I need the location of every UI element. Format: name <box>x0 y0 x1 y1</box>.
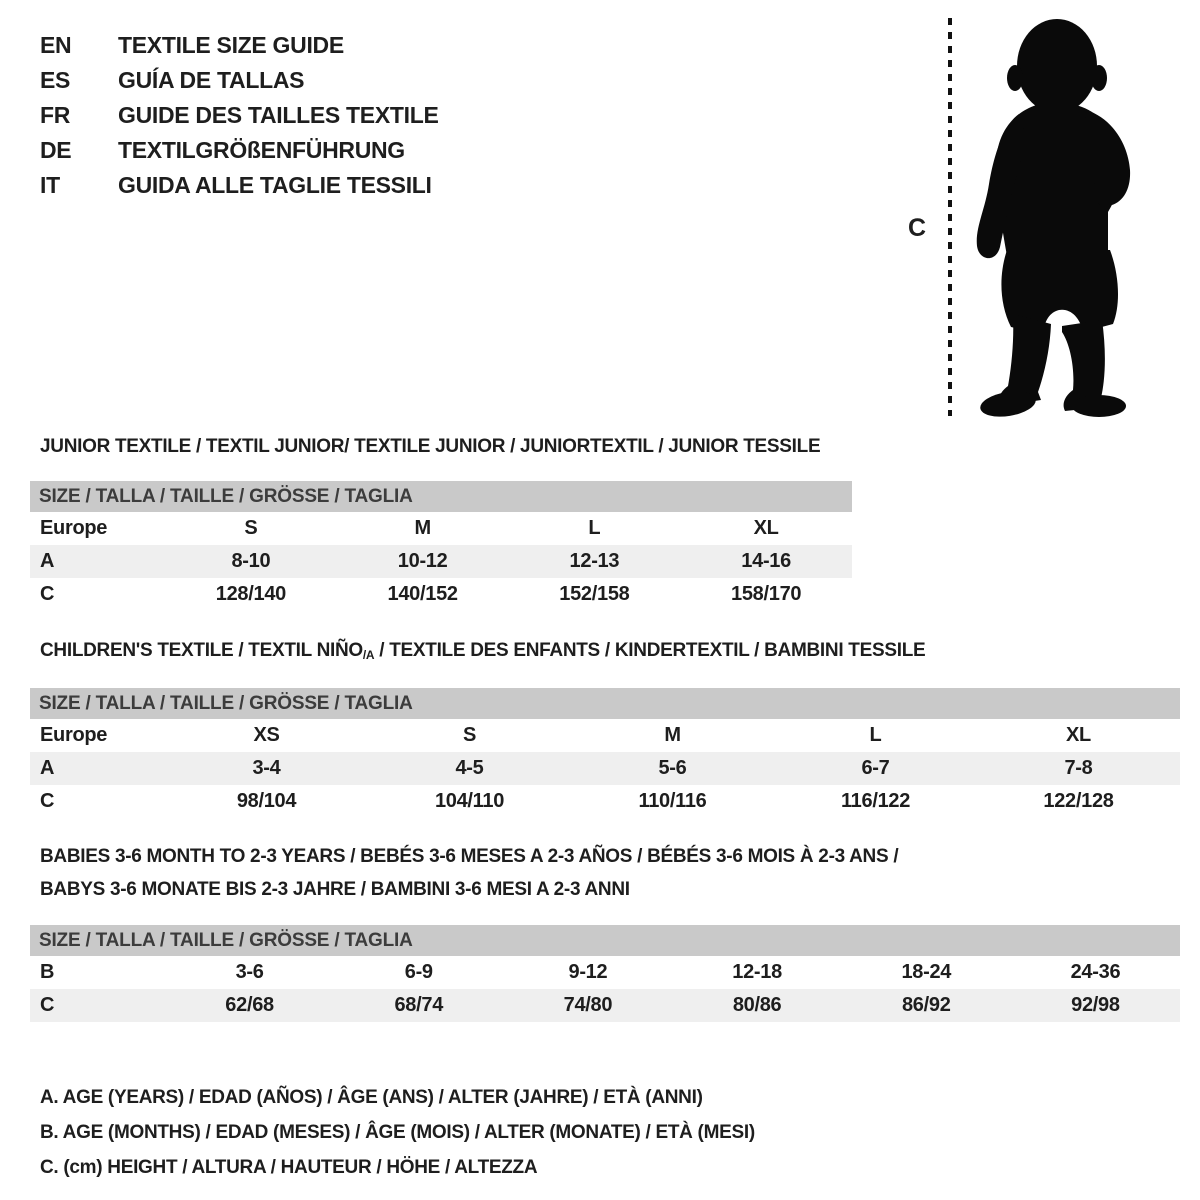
row-label: Europe <box>40 517 108 539</box>
size-cell: XL <box>753 517 779 539</box>
size-cell: XS <box>253 724 280 746</box>
height-cell: 128/140 <box>215 583 286 605</box>
age-cell: 6-7 <box>861 757 890 779</box>
language-guide-title: TEXTILE SIZE GUIDE <box>118 32 344 58</box>
age-cell: 3-4 <box>252 757 281 779</box>
row-label: C <box>40 583 55 605</box>
language-row <box>40 133 439 168</box>
age-cell: 12-13 <box>569 550 620 572</box>
age-cell: 3-6 <box>235 961 264 983</box>
height-measure-line <box>948 18 952 416</box>
language-code: ES <box>40 67 71 93</box>
age-cell: 7-8 <box>1064 757 1093 779</box>
row-label: C <box>40 994 55 1016</box>
row-label: B <box>40 961 55 983</box>
age-cell: 5-6 <box>658 757 687 779</box>
age-cell: 9-12 <box>568 961 608 983</box>
language-code: DE <box>40 137 72 163</box>
language-row <box>40 28 439 63</box>
table-row <box>30 956 1180 989</box>
age-cell: 14-16 <box>741 550 791 572</box>
size-cell: M <box>664 724 681 746</box>
height-cell: 68/74 <box>394 994 444 1016</box>
age-cell: 6-9 <box>404 961 433 983</box>
table-row <box>30 719 1180 752</box>
height-cell: 92/98 <box>1071 994 1120 1016</box>
row-label: C <box>40 790 55 812</box>
table-row <box>30 989 1180 1022</box>
age-cell: 18-24 <box>901 961 952 983</box>
children-size-table <box>30 688 1180 818</box>
height-cell: 122/128 <box>1043 790 1114 812</box>
height-cell: 62/68 <box>225 994 274 1016</box>
language-row <box>40 63 439 98</box>
language-guide-title: GUIDA ALLE TAGLIE TESSILI <box>118 172 432 198</box>
table-row <box>30 545 852 578</box>
size-table-header: SIZE / TALLA / TAILLE / GRÖSSE / TAGLIA <box>30 481 852 512</box>
height-cell: 80/86 <box>732 994 782 1016</box>
size-table-header: SIZE / TALLA / TAILLE / GRÖSSE / TAGLIA <box>30 688 1180 719</box>
language-guide-title: TEXTILGRÖßENFÜHRUNG <box>118 137 405 163</box>
age-cell: 10-12 <box>397 550 448 572</box>
children-title-sub: /A <box>362 648 375 662</box>
height-measure-label: C <box>908 214 927 242</box>
children-title-post: / TEXTILE DES ENFANTS / KINDERTEXTIL / BAMBINI TESSILE <box>374 640 926 661</box>
height-cell: 152/158 <box>559 583 630 605</box>
language-row <box>40 98 439 133</box>
note-height-cm: C. (cm) HEIGHT / ALTURA / HAUTEUR / HÖHE / ALTEZZA <box>40 1157 538 1178</box>
size-cell: XL <box>1066 724 1091 746</box>
size-cell: L <box>588 517 601 539</box>
age-cell: 12-18 <box>732 961 782 983</box>
junior-size-table <box>30 481 852 611</box>
age-cell: 4-5 <box>455 757 484 779</box>
note-age-years: A. AGE (YEARS) / EDAD (AÑOS) / ÂGE (ANS) / ALTER (JAHRE) / ETÀ (ANNI) <box>40 1087 703 1108</box>
language-row <box>40 168 439 203</box>
language-code: FR <box>40 102 71 128</box>
height-cell: 140/152 <box>387 583 458 605</box>
junior-section-title: JUNIOR TEXTILE / TEXTIL JUNIOR/ TEXTILE JUNIOR / JUNIORTEXTIL / JUNIOR TESSILE <box>40 436 821 457</box>
height-cell: 86/92 <box>901 994 951 1016</box>
babies-size-table <box>30 925 1180 1022</box>
size-cell: L <box>869 724 882 746</box>
row-label: A <box>40 550 55 572</box>
language-title-list <box>40 28 439 203</box>
language-guide-title: GUIDE DES TAILLES TEXTILE <box>118 102 439 128</box>
babies-section-title-line1: BABIES 3-6 MONTH TO 2-3 YEARS / BEBÉS 3-6 MESES A 2-3 AÑOS / BÉBÉS 3-6 MOIS À 2-3 ANS / <box>40 846 899 867</box>
language-code: EN <box>40 32 72 58</box>
size-cell: S <box>244 517 258 539</box>
age-cell: 8-10 <box>231 550 271 572</box>
age-cell: 24-36 <box>1070 961 1121 983</box>
height-cell: 74/80 <box>563 994 613 1016</box>
table-row <box>30 785 1180 818</box>
height-cell: 110/116 <box>638 790 707 812</box>
height-cell: 116/122 <box>840 790 911 812</box>
row-label: Europe <box>40 724 108 746</box>
table-row <box>30 752 1180 785</box>
height-cell: 98/104 <box>236 790 297 812</box>
legend-notes <box>40 1080 755 1185</box>
height-cell: 104/110 <box>434 790 505 812</box>
note-age-months: B. AGE (MONTHS) / EDAD (MESES) / ÂGE (MOIS) / ALTER (MONATE) / ETÀ (MESI) <box>40 1122 755 1143</box>
language-guide-title: GUÍA DE TALLAS <box>118 67 305 93</box>
babies-section-title-line2: BABYS 3-6 MONATE BIS 2-3 JAHRE / BAMBINI 3-6 MESI A 2-3 ANNI <box>40 879 630 900</box>
size-cell: M <box>414 517 431 539</box>
size-table-header: SIZE / TALLA / TAILLE / GRÖSSE / TAGLIA <box>30 925 1180 956</box>
children-title-pre: CHILDREN'S TEXTILE / TEXTIL NIÑO <box>40 640 363 661</box>
children-section-title <box>40 640 925 662</box>
language-code: IT <box>40 172 60 198</box>
row-label: A <box>40 757 55 779</box>
size-cell: S <box>462 724 477 746</box>
height-cell: 158/170 <box>731 583 802 605</box>
toddler-silhouette-icon <box>962 14 1140 418</box>
table-row <box>30 578 852 611</box>
table-row <box>30 512 852 545</box>
